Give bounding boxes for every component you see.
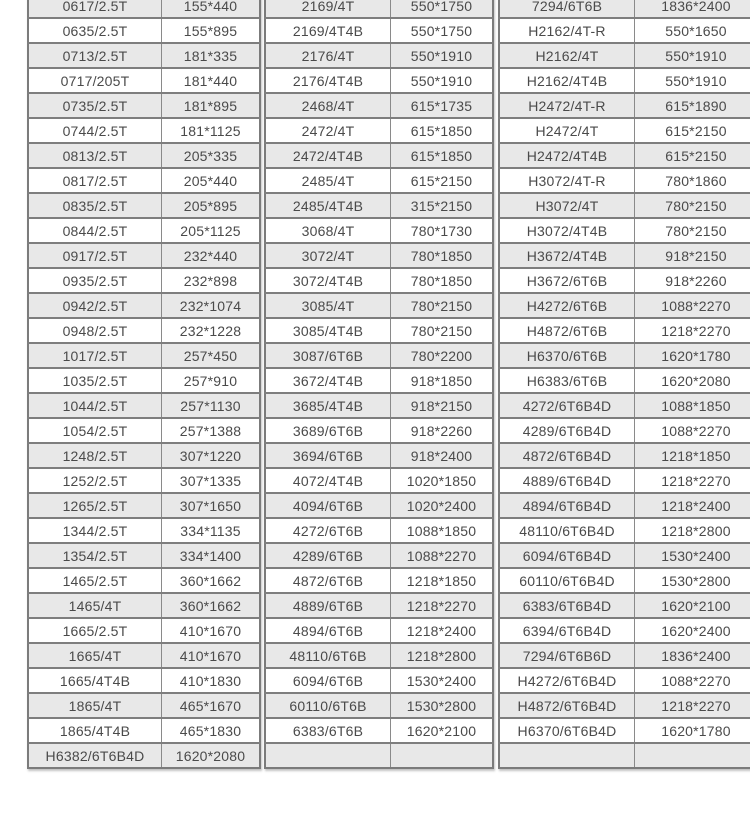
size-cell: 360*1662: [162, 568, 261, 593]
model-cell: 4272/6T6B: [265, 518, 391, 543]
table-row: [265, 268, 493, 293]
table-row: [28, 368, 260, 393]
model-cell: 7294/6T6B6D: [499, 643, 635, 668]
table-row: [28, 18, 260, 43]
table-row: [499, 18, 750, 43]
size-cell: 155*440: [162, 0, 261, 18]
size-cell: 307*1650: [162, 493, 261, 518]
table-row: [499, 0, 750, 18]
model-cell: H6383/6T6B: [499, 368, 635, 393]
table-row: [265, 518, 493, 543]
size-cell: 181*1125: [162, 118, 261, 143]
table-row: [265, 168, 493, 193]
table-row: [499, 168, 750, 193]
size-cell: 205*895: [162, 193, 261, 218]
model-cell: H3672/6T6B: [499, 268, 635, 293]
table-row: [265, 343, 493, 368]
model-cell: 0635/2.5T: [28, 18, 162, 43]
size-cell: 918*2260: [391, 418, 494, 443]
table-row: [499, 418, 750, 443]
size-cell: 780*2150: [391, 293, 494, 318]
table-row: [499, 593, 750, 618]
model-cell: 0813/2.5T: [28, 143, 162, 168]
model-cell: 4894/6T6B4D: [499, 493, 635, 518]
model-cell: 6383/6T6B4D: [499, 593, 635, 618]
table-row: [499, 143, 750, 168]
table-row: [28, 0, 260, 18]
model-cell: 2169/4T: [265, 0, 391, 18]
size-cell: 550*1910: [635, 68, 750, 93]
model-cell: H4872/6T6B: [499, 318, 635, 343]
model-cell: 2468/4T: [265, 93, 391, 118]
size-cell: [391, 743, 494, 768]
size-cell: 918*2150: [391, 393, 494, 418]
table-row: [265, 393, 493, 418]
model-cell: 60110/6T6B4D: [499, 568, 635, 593]
model-cell: 6094/6T6B4D: [499, 543, 635, 568]
model-cell: 1465/4T: [28, 593, 162, 618]
size-cell: 205*1125: [162, 218, 261, 243]
model-cell: 3694/6T6B: [265, 443, 391, 468]
model-cell: 4894/6T6B: [265, 618, 391, 643]
model-cell: 3087/6T6B: [265, 343, 391, 368]
table-row: [28, 718, 260, 743]
size-cell: 550*1910: [635, 43, 750, 68]
table-row: [28, 743, 260, 768]
size-cell: 550*1650: [635, 18, 750, 43]
table-row: [28, 643, 260, 668]
size-cell: 205*440: [162, 168, 261, 193]
size-cell: 780*2150: [391, 318, 494, 343]
table-row: [265, 318, 493, 343]
model-cell: 4272/6T6B4D: [499, 393, 635, 418]
size-cell: 410*1670: [162, 618, 261, 643]
size-cell: 181*335: [162, 43, 261, 68]
table-row: [265, 143, 493, 168]
model-cell: 4889/6T6B: [265, 593, 391, 618]
table-row: [499, 743, 750, 768]
model-cell: 2176/4T: [265, 43, 391, 68]
table-row: [265, 568, 493, 593]
table-row: [265, 693, 493, 718]
size-cell: 181*440: [162, 68, 261, 93]
table-row: [265, 68, 493, 93]
table-row: [28, 43, 260, 68]
table-row: [28, 168, 260, 193]
table-row: [265, 543, 493, 568]
table-row: [499, 518, 750, 543]
model-cell: 6094/6T6B: [265, 668, 391, 693]
table-row: [499, 543, 750, 568]
size-cell: 1530*2400: [635, 543, 750, 568]
model-cell: 2485/4T4B: [265, 193, 391, 218]
table-row: [499, 43, 750, 68]
model-cell: 4289/6T6B4D: [499, 418, 635, 443]
model-cell: 1465/2.5T: [28, 568, 162, 593]
size-cell: 1218*2800: [635, 518, 750, 543]
model-cell: H3072/4T-R: [499, 168, 635, 193]
size-cell: 410*1830: [162, 668, 261, 693]
size-cell: 918*1850: [391, 368, 494, 393]
table-row: [265, 468, 493, 493]
size-cell: 181*895: [162, 93, 261, 118]
size-cell: 1020*1850: [391, 468, 494, 493]
table-row: [28, 343, 260, 368]
table-row: [265, 118, 493, 143]
size-cell: 1088*2270: [391, 543, 494, 568]
model-cell: 48110/6T6B: [265, 643, 391, 668]
table-row: [499, 343, 750, 368]
model-cell: H4272/6T6B: [499, 293, 635, 318]
table-row: [265, 18, 493, 43]
model-cell: H3072/4T: [499, 193, 635, 218]
size-cell: 615*2150: [391, 168, 494, 193]
size-cell: 918*2150: [635, 243, 750, 268]
table-row: [499, 218, 750, 243]
size-cell: 1218*2270: [635, 693, 750, 718]
model-cell: 0744/2.5T: [28, 118, 162, 143]
table-row: [265, 743, 493, 768]
table-row: [499, 293, 750, 318]
table-row: [499, 268, 750, 293]
table-row: [28, 418, 260, 443]
table-row: [265, 93, 493, 118]
size-cell: 1620*2080: [635, 368, 750, 393]
model-cell: 3085/4T: [265, 293, 391, 318]
model-cell: H2162/4T-R: [499, 18, 635, 43]
size-cell: 1020*2400: [391, 493, 494, 518]
size-cell: 1620*2100: [391, 718, 494, 743]
table-row: [265, 443, 493, 468]
table-row: [28, 593, 260, 618]
size-cell: 780*2200: [391, 343, 494, 368]
table-row: [265, 593, 493, 618]
size-cell: 1620*2400: [635, 618, 750, 643]
model-cell: H6370/6T6B: [499, 343, 635, 368]
table-row: [499, 118, 750, 143]
table-row: [499, 668, 750, 693]
size-cell: 1218*2400: [635, 493, 750, 518]
size-cell: 1218*1850: [635, 443, 750, 468]
size-cell: 550*1750: [391, 18, 494, 43]
table-row: [499, 93, 750, 118]
size-cell: 918*2260: [635, 268, 750, 293]
model-cell: 4289/6T6B: [265, 543, 391, 568]
size-cell: 615*2150: [635, 143, 750, 168]
table-row: [28, 468, 260, 493]
table-row: [499, 68, 750, 93]
size-cell: 550*1910: [391, 68, 494, 93]
table-row: [28, 618, 260, 643]
size-cell: 1218*2400: [391, 618, 494, 643]
size-cell: 334*1135: [162, 518, 261, 543]
table-row: [499, 568, 750, 593]
size-cell: 232*898: [162, 268, 261, 293]
table-row: [265, 643, 493, 668]
model-cell: 1044/2.5T: [28, 393, 162, 418]
table-row: [28, 68, 260, 93]
model-cell: H6382/6T6B4D: [28, 743, 162, 768]
size-cell: 1620*2080: [162, 743, 261, 768]
model-cell: 4889/6T6B4D: [499, 468, 635, 493]
model-cell: 3685/4T4B: [265, 393, 391, 418]
size-cell: 410*1670: [162, 643, 261, 668]
model-cell: 7294/6T6B: [499, 0, 635, 18]
size-cell: 1088*2270: [635, 668, 750, 693]
model-cell: [499, 743, 635, 768]
table-row: [28, 443, 260, 468]
table-row: [28, 668, 260, 693]
table-row: [499, 718, 750, 743]
size-cell: 615*1850: [391, 118, 494, 143]
table-row: [265, 718, 493, 743]
size-cell: 257*910: [162, 368, 261, 393]
model-cell: 2169/4T4B: [265, 18, 391, 43]
size-cell: 1088*2270: [635, 293, 750, 318]
model-cell: 4872/6T6B4D: [499, 443, 635, 468]
table-row: [499, 443, 750, 468]
size-cell: 1218*2270: [635, 318, 750, 343]
spec-table-right: [498, 0, 750, 769]
model-cell: 3072/4T: [265, 243, 391, 268]
table-row: [499, 468, 750, 493]
size-cell: 232*1074: [162, 293, 261, 318]
table-row: [265, 0, 493, 18]
model-cell: 1865/4T: [28, 693, 162, 718]
model-cell: 1865/4T4B: [28, 718, 162, 743]
table-row: [499, 393, 750, 418]
size-cell: 1530*2400: [391, 668, 494, 693]
model-cell: 2472/4T: [265, 118, 391, 143]
model-cell: 1017/2.5T: [28, 343, 162, 368]
size-cell: 1620*2100: [635, 593, 750, 618]
size-cell: 1088*1850: [391, 518, 494, 543]
model-cell: 3689/6T6B: [265, 418, 391, 443]
size-cell: 257*450: [162, 343, 261, 368]
size-cell: 550*1910: [391, 43, 494, 68]
model-cell: 0844/2.5T: [28, 218, 162, 243]
model-cell: 1252/2.5T: [28, 468, 162, 493]
table-row: [265, 668, 493, 693]
size-cell: 257*1130: [162, 393, 261, 418]
table-row: [265, 243, 493, 268]
model-cell: 0835/2.5T: [28, 193, 162, 218]
table-row: [28, 118, 260, 143]
model-cell: 0735/2.5T: [28, 93, 162, 118]
model-cell: 3672/4T4B: [265, 368, 391, 393]
size-cell: 1836*2400: [635, 0, 750, 18]
model-cell: 3085/4T4B: [265, 318, 391, 343]
table-row: [28, 693, 260, 718]
model-cell: 1354/2.5T: [28, 543, 162, 568]
model-cell: 4872/6T6B: [265, 568, 391, 593]
size-cell: 1530*2800: [391, 693, 494, 718]
table-row: [499, 318, 750, 343]
model-cell: 1344/2.5T: [28, 518, 162, 543]
size-cell: 334*1400: [162, 543, 261, 568]
size-cell: 550*1750: [391, 0, 494, 18]
model-cell: 3068/4T: [265, 218, 391, 243]
model-cell: [265, 743, 391, 768]
table-row: [265, 493, 493, 518]
table-row: [265, 193, 493, 218]
spec-table-left: [27, 0, 261, 769]
size-cell: 1218*1850: [391, 568, 494, 593]
table-row: [499, 693, 750, 718]
table-row: [28, 543, 260, 568]
model-cell: 1665/2.5T: [28, 618, 162, 643]
size-cell: 307*1335: [162, 468, 261, 493]
model-cell: 1054/2.5T: [28, 418, 162, 443]
table-row: [499, 618, 750, 643]
size-cell: 780*1730: [391, 218, 494, 243]
model-cell: 0917/2.5T: [28, 243, 162, 268]
table-row: [28, 218, 260, 243]
table-row: [28, 193, 260, 218]
model-cell: 2176/4T4B: [265, 68, 391, 93]
table-row: [265, 293, 493, 318]
size-cell: 780*1850: [391, 243, 494, 268]
model-cell: 0617/2.5T: [28, 0, 162, 18]
size-cell: 615*1890: [635, 93, 750, 118]
size-cell: 615*2150: [635, 118, 750, 143]
size-cell: 465*1830: [162, 718, 261, 743]
model-cell: 0717/205T: [28, 68, 162, 93]
table-row: [28, 518, 260, 543]
model-cell: 4094/6T6B: [265, 493, 391, 518]
size-cell: 1530*2800: [635, 568, 750, 593]
size-cell: 1088*2270: [635, 418, 750, 443]
model-cell: 48110/6T6B4D: [499, 518, 635, 543]
model-cell: 6394/6T6B4D: [499, 618, 635, 643]
table-row: [499, 193, 750, 218]
size-cell: 257*1388: [162, 418, 261, 443]
table-row: [265, 43, 493, 68]
size-cell: 232*440: [162, 243, 261, 268]
size-cell: 1088*1850: [635, 393, 750, 418]
model-cell: 2472/4T4B: [265, 143, 391, 168]
size-cell: 1218*2270: [391, 593, 494, 618]
model-cell: 1665/4T4B: [28, 668, 162, 693]
model-cell: H2472/4T4B: [499, 143, 635, 168]
table-row: [499, 643, 750, 668]
table-row: [28, 268, 260, 293]
model-cell: 0713/2.5T: [28, 43, 162, 68]
table-row: [28, 318, 260, 343]
size-cell: 1620*1780: [635, 343, 750, 368]
model-cell: 6383/6T6B: [265, 718, 391, 743]
size-cell: 780*1860: [635, 168, 750, 193]
size-cell: 780*1850: [391, 268, 494, 293]
table-row: [28, 143, 260, 168]
table-row: [28, 243, 260, 268]
table-row: [28, 93, 260, 118]
model-cell: 3072/4T4B: [265, 268, 391, 293]
model-cell: 1665/4T: [28, 643, 162, 668]
size-cell: 307*1220: [162, 443, 261, 468]
table-row: [265, 218, 493, 243]
size-cell: 232*1228: [162, 318, 261, 343]
model-cell: 0948/2.5T: [28, 318, 162, 343]
model-cell: H2472/4T: [499, 118, 635, 143]
table-row: [499, 368, 750, 393]
table-row: [265, 418, 493, 443]
spec-tables-container: [27, 0, 750, 769]
size-cell: 315*2150: [391, 193, 494, 218]
model-cell: H3072/4T4B: [499, 218, 635, 243]
size-cell: 360*1662: [162, 593, 261, 618]
model-cell: 1248/2.5T: [28, 443, 162, 468]
model-cell: 2485/4T: [265, 168, 391, 193]
model-cell: H2162/4T: [499, 43, 635, 68]
model-cell: 0935/2.5T: [28, 268, 162, 293]
size-cell: 615*1735: [391, 93, 494, 118]
size-cell: 918*2400: [391, 443, 494, 468]
table-row: [28, 493, 260, 518]
table-row: [265, 368, 493, 393]
size-cell: 1218*2270: [635, 468, 750, 493]
table-row: [28, 568, 260, 593]
size-cell: 155*895: [162, 18, 261, 43]
table-row: [499, 243, 750, 268]
model-cell: H4872/6T6B4D: [499, 693, 635, 718]
size-cell: 780*2150: [635, 218, 750, 243]
model-cell: H2472/4T-R: [499, 93, 635, 118]
model-cell: 60110/6T6B: [265, 693, 391, 718]
model-cell: H4272/6T6B4D: [499, 668, 635, 693]
model-cell: H2162/4T4B: [499, 68, 635, 93]
size-cell: 1218*2800: [391, 643, 494, 668]
model-cell: H3672/4T4B: [499, 243, 635, 268]
size-cell: 465*1670: [162, 693, 261, 718]
size-cell: 1836*2400: [635, 643, 750, 668]
size-cell: 205*335: [162, 143, 261, 168]
model-cell: 1265/2.5T: [28, 493, 162, 518]
model-cell: 1035/2.5T: [28, 368, 162, 393]
table-row: [28, 393, 260, 418]
table-row: [28, 293, 260, 318]
table-row: [499, 493, 750, 518]
size-cell: 1620*1780: [635, 718, 750, 743]
model-cell: 0817/2.5T: [28, 168, 162, 193]
model-cell: 0942/2.5T: [28, 293, 162, 318]
spec-table-middle: [264, 0, 494, 769]
size-cell: [635, 743, 750, 768]
model-cell: 4072/4T4B: [265, 468, 391, 493]
size-cell: 780*2150: [635, 193, 750, 218]
model-cell: H6370/6T6B4D: [499, 718, 635, 743]
size-cell: 615*1850: [391, 143, 494, 168]
table-row: [265, 618, 493, 643]
